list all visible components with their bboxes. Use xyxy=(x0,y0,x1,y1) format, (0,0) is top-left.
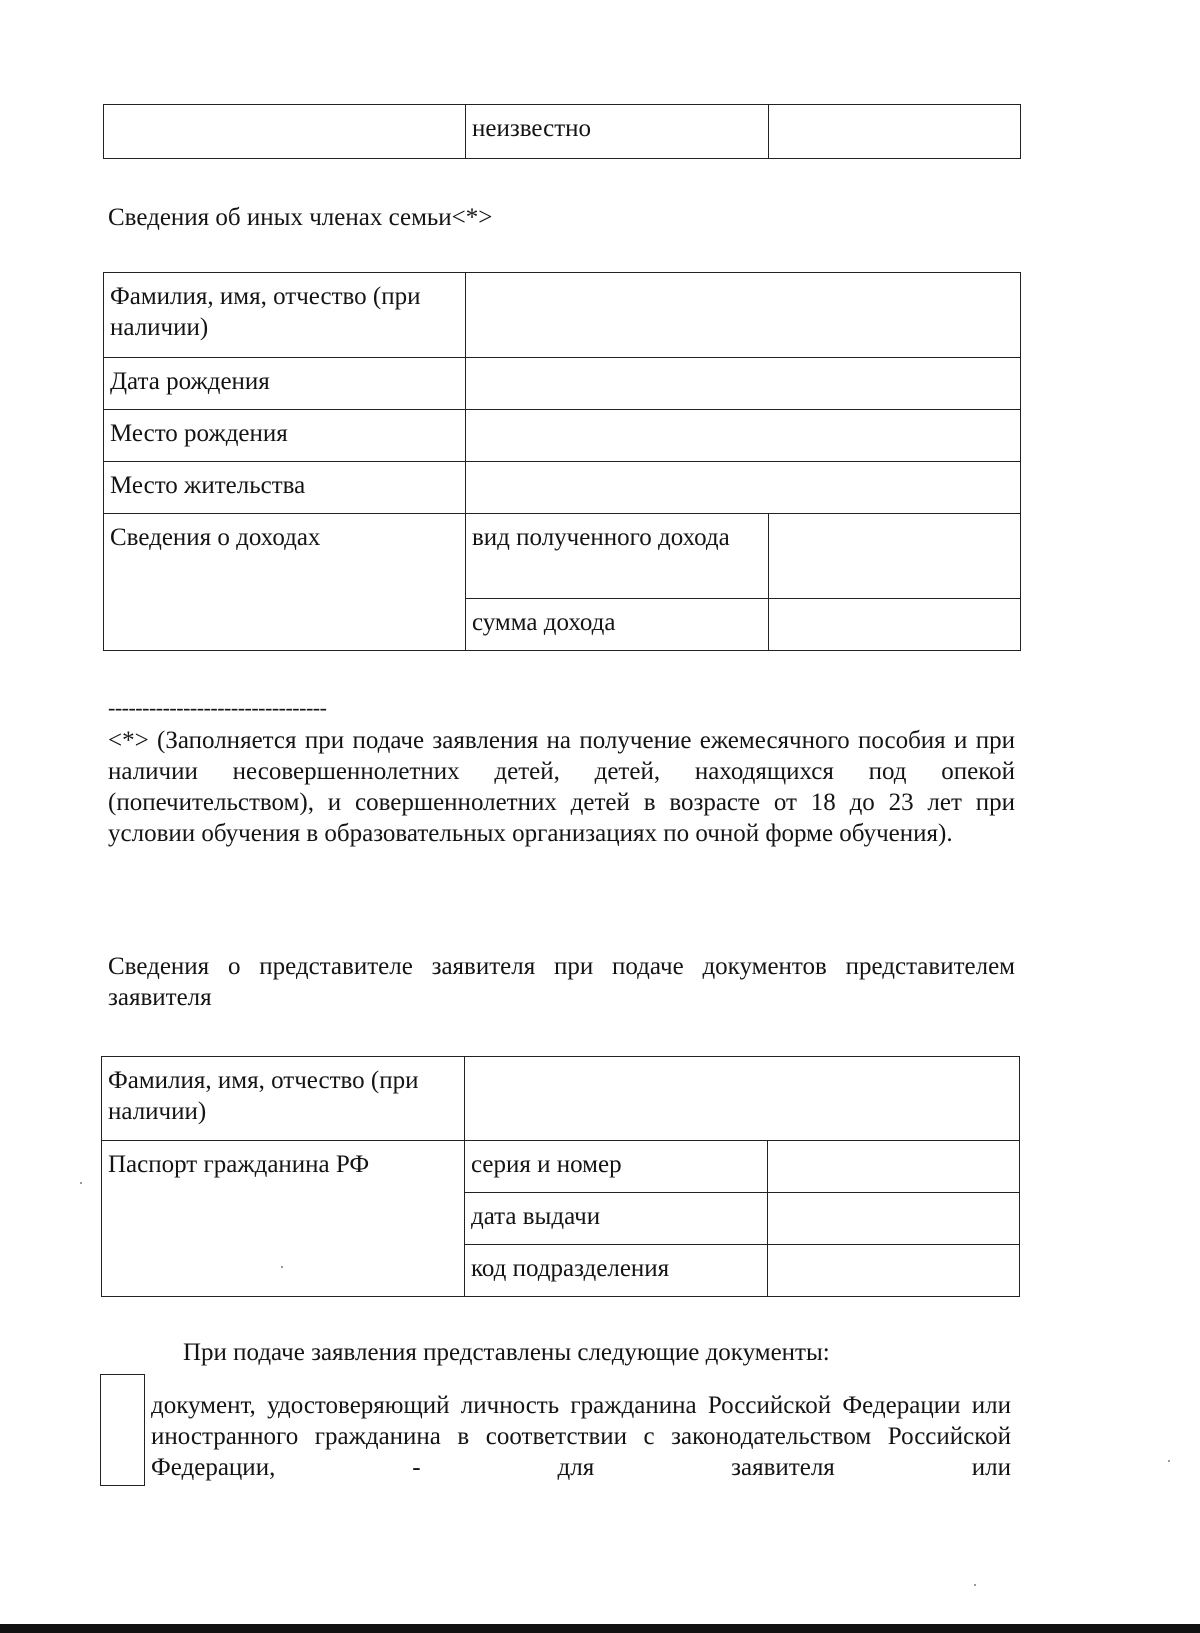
representative-table xyxy=(101,1056,1020,1297)
birth-date-label: Дата рождения xyxy=(104,358,466,410)
passport-label: Паспорт гражданина РФ xyxy=(102,1141,465,1297)
income-type-label: вид полученного дохода xyxy=(466,514,769,599)
birth-place-label: Место рождения xyxy=(104,410,466,462)
series-number-value[interactable] xyxy=(768,1141,1020,1193)
scan-edge xyxy=(0,1624,1200,1633)
representative-section-heading: Сведения о представителе заявителя при подаче документов представителем заявителя xyxy=(108,953,1015,1011)
birth-date-value[interactable] xyxy=(466,358,1021,410)
footnote-separator: -------------------------------- xyxy=(108,695,327,720)
income-label: Сведения о доходах xyxy=(104,514,466,651)
rep-full-name-label: Фамилия, имя, отчество (при наличии) xyxy=(102,1057,465,1141)
top-table-value-cell: неизвестно xyxy=(466,105,769,159)
division-code-value[interactable] xyxy=(768,1245,1020,1297)
full-name-label: Фамилия, имя, отчество (при наличии) xyxy=(104,273,466,358)
rep-full-name-value[interactable] xyxy=(465,1057,1020,1141)
top-table xyxy=(103,104,1021,159)
issue-date-value[interactable] xyxy=(768,1193,1020,1245)
family-section-heading: Сведения об иных членах семьи<*> xyxy=(108,204,493,231)
footnote-text: <*> (Заполняется при подаче заявления на получение ежемесячного пособия и при наличии несовершеннолетних детей, детей, находящихся под опекой (попечительством), и совершеннолетних детей в возрасте от 18 до 23 лет при условии обучения в образовательных организациях по очной форме обучения). xyxy=(108,727,1015,847)
birth-place-value[interactable] xyxy=(466,410,1021,462)
top-table-empty-cell xyxy=(769,105,1021,159)
family-table xyxy=(103,272,1021,651)
income-amount-label: сумма дохода xyxy=(466,599,769,651)
division-code-label: код подразделения xyxy=(465,1245,768,1297)
scan-speck xyxy=(1168,1460,1170,1462)
series-number-label: серия и номер xyxy=(465,1141,768,1193)
residence-label: Место жительства xyxy=(104,462,466,514)
issue-date-label: дата выдачи xyxy=(465,1193,768,1245)
top-table-empty-cell xyxy=(104,105,466,159)
scan-speck xyxy=(80,1182,82,1184)
income-amount-value[interactable] xyxy=(769,599,1021,651)
full-name-value[interactable] xyxy=(466,273,1021,358)
scan-speck xyxy=(281,1266,283,1268)
document-checkbox[interactable] xyxy=(100,1374,145,1486)
documents-section-heading: При подаче заявления представлены следующие документы: xyxy=(183,1339,830,1366)
income-type-value[interactable] xyxy=(769,514,1021,599)
document-item-text: документ, удостоверяющий личность гражданина Российской Федерации или иностранного гражданина в соответствии с законодательством Российской Федерации, - для заявителя или xyxy=(151,1392,1011,1481)
residence-value[interactable] xyxy=(466,462,1021,514)
scan-speck xyxy=(974,1584,976,1586)
